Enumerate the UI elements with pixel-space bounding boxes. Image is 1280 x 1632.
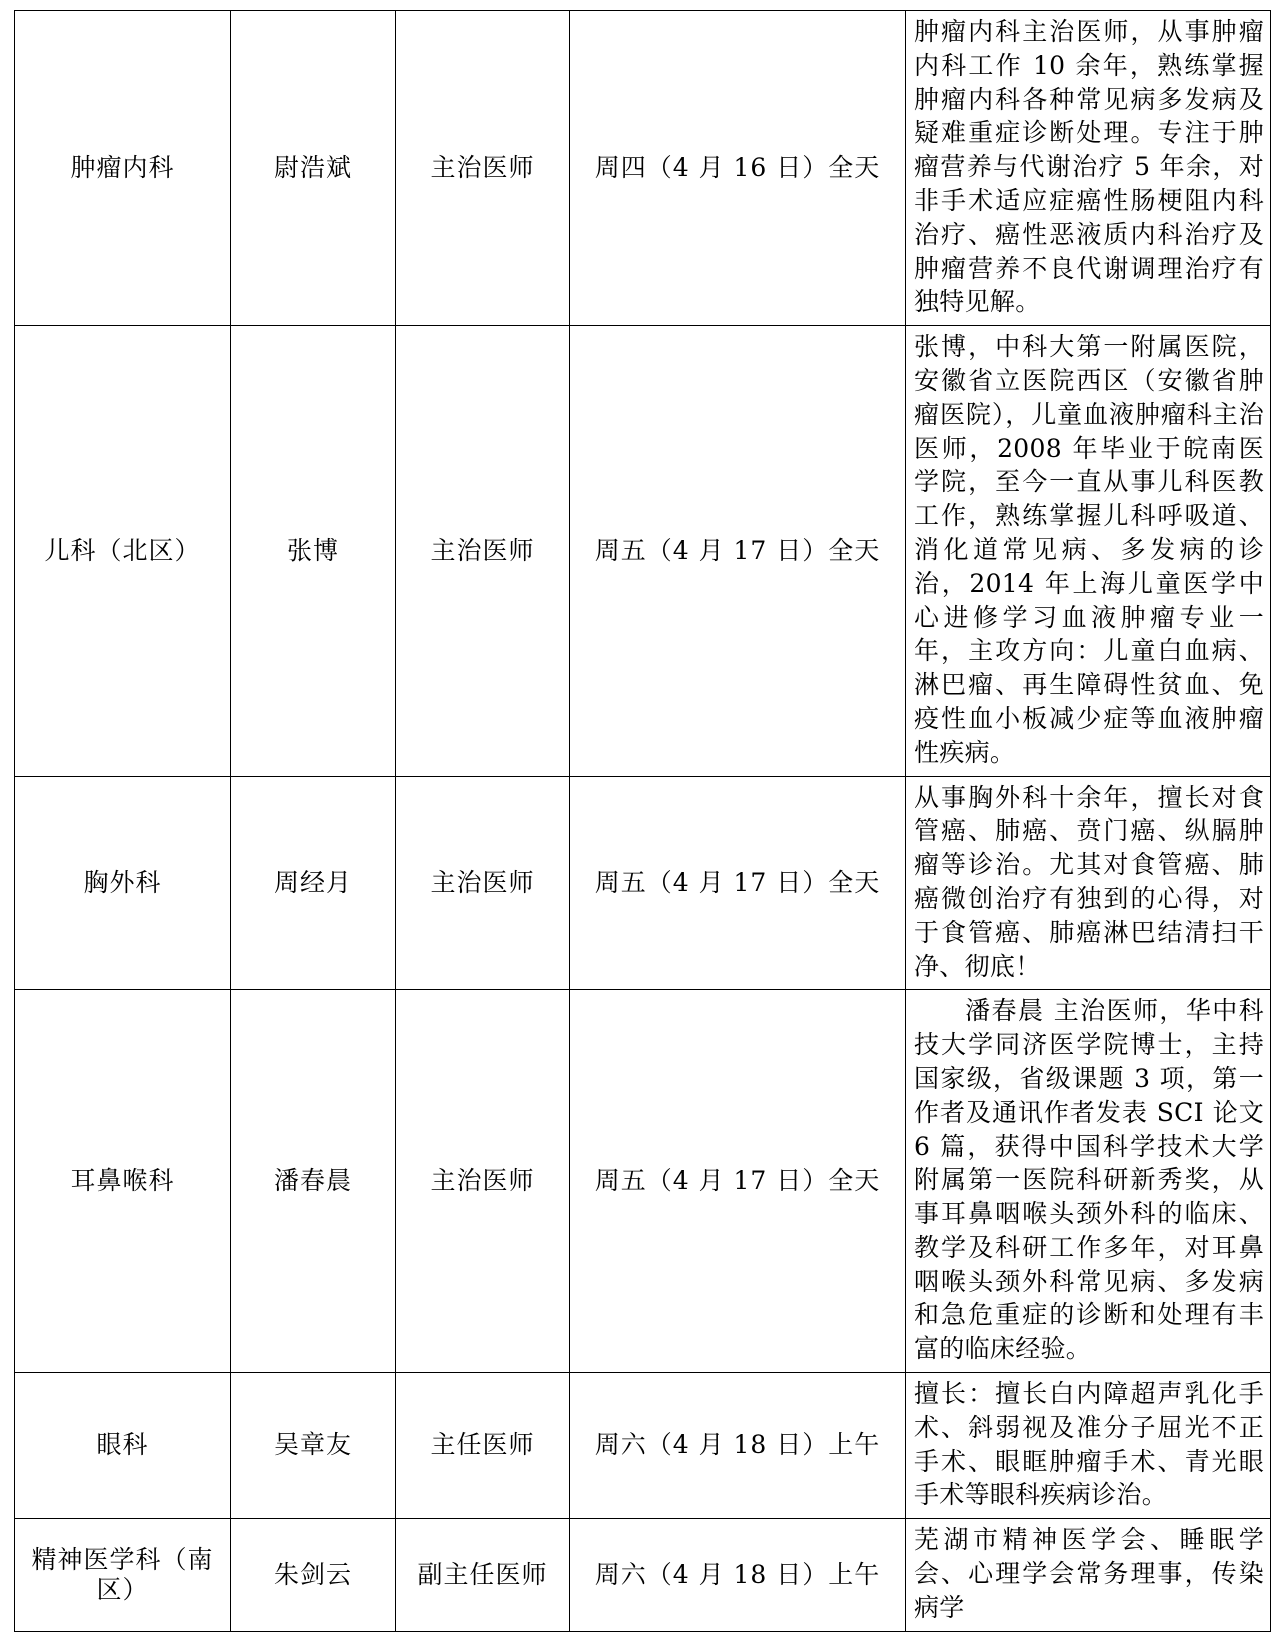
doctor-title-cell: 主治医师 xyxy=(396,11,570,326)
doctor-description-text: 潘春晨 主治医师，华中科技大学同济医学院博士，主持国家级，省级课题 3 项，第一作者及通讯作者发表 SCI 论文 6 篇，获得中国科学技术大学附属第一医院科研新秀奖，从事耳鼻咽喉头颈外科的临床、教学及科研工作多年，对耳鼻咽喉头颈外科常见病、多发病和急危重症的诊断和处理有丰富的临床经验。 xyxy=(914,996,1264,1364)
doctor-name-cell: 潘春晨 xyxy=(231,990,396,1373)
table-row xyxy=(15,326,1271,776)
doctor-description-cell xyxy=(906,990,1271,1373)
clinic-time-cell: 周六（4 月 18 日）上午 xyxy=(570,1373,906,1519)
doctor-title-cell: 主治医师 xyxy=(396,326,570,776)
department-cell: 耳鼻喉科 xyxy=(15,990,231,1373)
table-row xyxy=(15,990,1271,1373)
doctor-title-cell: 主治医师 xyxy=(396,776,570,990)
department-cell: 胸外科 xyxy=(15,776,231,990)
expert-schedule-table xyxy=(14,10,1271,1632)
clinic-time-cell: 周五（4 月 17 日）全天 xyxy=(570,990,906,1373)
clinic-time-cell: 周五（4 月 17 日）全天 xyxy=(570,326,906,776)
doctor-description-cell: 张博，中科大第一附属医院，安徽省立医院西区（安徽省肿瘤医院），儿童血液肿瘤科主治医师，2008 年毕业于皖南医学院，至今一直从事儿科医教工作，熟练掌握儿科呼吸道、消化道常见病、多发病的诊治，2014 年上海儿童医学中心进修学习血液肿瘤专业一年，主攻方向：儿童白血病、淋巴瘤、再生障碍性贫血、免疫性血小板减少症等血液肿瘤性疾病。 xyxy=(906,326,1271,776)
doctor-name-cell: 吴章友 xyxy=(231,1373,396,1519)
doctor-name-cell: 尉浩斌 xyxy=(231,11,396,326)
doctor-title-cell: 主治医师 xyxy=(396,990,570,1373)
doctor-name-cell: 周经月 xyxy=(231,776,396,990)
table-row xyxy=(15,1519,1271,1631)
table-row xyxy=(15,776,1271,990)
clinic-time-cell: 周五（4 月 17 日）全天 xyxy=(570,776,906,990)
department-cell: 精神医学科（南区） xyxy=(15,1519,231,1631)
doctor-title-cell: 副主任医师 xyxy=(396,1519,570,1631)
department-cell: 眼科 xyxy=(15,1373,231,1519)
doctor-description-cell: 芜湖市精神医学会、睡眠学会、心理学会常务理事，传染病学 xyxy=(906,1519,1271,1631)
doctor-description-cell: 肿瘤内科主治医师，从事肿瘤内科工作 10 余年，熟练掌握肿瘤内科各种常见病多发病及疑难重症诊断处理。专注于肿瘤营养与代谢治疗 5 年余，对非手术适应症癌性肠梗阻内科治疗、癌性恶液质内科治疗及肿瘤营养不良代谢调理治疗有独特见解。 xyxy=(906,11,1271,326)
department-cell: 儿科（北区） xyxy=(15,326,231,776)
doctor-description-cell: 从事胸外科十余年，擅长对食管癌、肺癌、贲门癌、纵膈肿瘤等诊治。尤其对食管癌、肺癌微创治疗有独到的心得，对于食管癌、肺癌淋巴结清扫干净、彻底！ xyxy=(906,776,1271,990)
clinic-time-cell: 周六（4 月 18 日）上午 xyxy=(570,1519,906,1631)
table-row xyxy=(15,1373,1271,1519)
department-cell: 肿瘤内科 xyxy=(15,11,231,326)
doctor-description-cell: 擅长：擅长白内障超声乳化手术、斜弱视及准分子屈光不正手术、眼眶肿瘤手术、青光眼手术等眼科疾病诊治。 xyxy=(906,1373,1271,1519)
table-row xyxy=(15,11,1271,326)
doctor-name-cell: 朱剑云 xyxy=(231,1519,396,1631)
doctor-title-cell: 主任医师 xyxy=(396,1373,570,1519)
clinic-time-cell: 周四（4 月 16 日）全天 xyxy=(570,11,906,326)
doctor-name-cell: 张博 xyxy=(231,326,396,776)
